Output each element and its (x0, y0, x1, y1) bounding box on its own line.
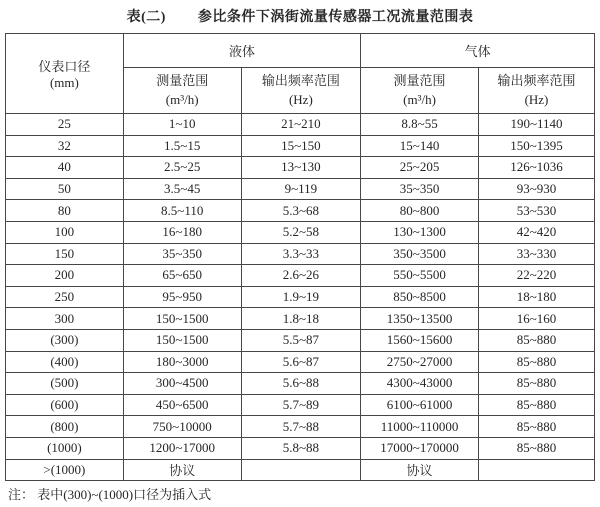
cell-gas-frequency-range: 53~530 (478, 200, 594, 222)
cell-diameter: 100 (6, 221, 124, 243)
header-liquid-frequency-label: 输出频率范围 (261, 72, 340, 88)
header-liquid-measure-range (123, 68, 241, 114)
cell-liquid-frequency-range: 5.7~88 (241, 416, 361, 438)
header-gas-group: 气体 (361, 34, 595, 68)
cell-liquid-measure-range: 16~180 (123, 221, 241, 243)
flow-range-table (5, 33, 595, 481)
header-liquid-measure-label: 测量范围 (156, 72, 209, 88)
cell-diameter: (1000) (6, 437, 124, 459)
cell-gas-measure-range: 1560~15600 (361, 329, 479, 351)
header-liquid-frequency-unit: (Hz) (288, 91, 313, 107)
table-row (6, 178, 595, 200)
cell-liquid-measure-range: 95~950 (123, 286, 241, 308)
cell-liquid-frequency-range: 9~119 (241, 178, 361, 200)
cell-liquid-frequency-range: 1.8~18 (241, 308, 361, 330)
cell-liquid-frequency-range: 5.7~89 (241, 394, 361, 416)
cell-liquid-frequency-range: 21~210 (241, 114, 361, 136)
cell-gas-measure-range: 15~140 (361, 135, 479, 157)
cell-gas-measure-range: 850~8500 (361, 286, 479, 308)
cell-gas-frequency-range: 85~880 (478, 329, 594, 351)
cell-gas-measure-range: 2750~27000 (361, 351, 479, 373)
table-row (6, 459, 595, 481)
cell-liquid-measure-range: 1~10 (123, 114, 241, 136)
cell-liquid-measure-range: 180~3000 (123, 351, 241, 373)
header-gas-frequency-label: 输出频率范围 (497, 72, 576, 88)
cell-liquid-measure-range: 65~650 (123, 265, 241, 287)
header-liquid-frequency-range (241, 68, 361, 114)
cell-liquid-frequency-range: 5.3~68 (241, 200, 361, 222)
table-title-prefix: 表(二) (126, 10, 166, 25)
cell-diameter: (400) (6, 351, 124, 373)
cell-liquid-measure-range: 35~350 (123, 243, 241, 265)
cell-gas-measure-range: 25~205 (361, 157, 479, 179)
cell-liquid-measure-range: 3.5~45 (123, 178, 241, 200)
cell-gas-measure-range: 协议 (361, 459, 479, 481)
cell-liquid-frequency-range: 5.2~58 (241, 221, 361, 243)
table-row (6, 135, 595, 157)
cell-liquid-frequency-range: 2.6~26 (241, 265, 361, 287)
cell-liquid-measure-range: 150~1500 (123, 308, 241, 330)
header-diameter-label: 仪表口径 (38, 59, 91, 74)
cell-diameter: 40 (6, 157, 124, 179)
header-gas-frequency-range (478, 68, 594, 114)
cell-gas-frequency-range: 16~160 (478, 308, 594, 330)
cell-gas-frequency-range: 150~1395 (478, 135, 594, 157)
cell-gas-measure-range: 550~5500 (361, 265, 479, 287)
header-diameter-unit: (mm) (49, 75, 79, 90)
cell-liquid-frequency-range: 5.6~87 (241, 351, 361, 373)
cell-gas-frequency-range (478, 459, 594, 481)
cell-liquid-measure-range: 8.5~110 (123, 200, 241, 222)
cell-diameter: 32 (6, 135, 124, 157)
cell-diameter: 150 (6, 243, 124, 265)
cell-gas-frequency-range: 93~930 (478, 178, 594, 200)
cell-liquid-frequency-range: 5.8~88 (241, 437, 361, 459)
cell-diameter: (800) (6, 416, 124, 438)
cell-diameter: 80 (6, 200, 124, 222)
header-gas-measure-unit: (m³/h) (403, 91, 436, 107)
cell-liquid-frequency-range (241, 459, 361, 481)
table-row (6, 265, 595, 287)
cell-liquid-frequency-range: 5.6~88 (241, 373, 361, 395)
cell-diameter: 25 (6, 114, 124, 136)
cell-diameter: (500) (6, 373, 124, 395)
cell-gas-measure-range: 17000~170000 (361, 437, 479, 459)
table-row (6, 157, 595, 179)
cell-diameter: 50 (6, 178, 124, 200)
table-row (6, 373, 595, 395)
cell-gas-measure-range: 6100~61000 (361, 394, 479, 416)
table-row (6, 286, 595, 308)
cell-liquid-measure-range: 2.5~25 (123, 157, 241, 179)
cell-diameter: >(1000) (6, 459, 124, 481)
cell-gas-measure-range: 35~350 (361, 178, 479, 200)
cell-liquid-frequency-range: 1.9~19 (241, 286, 361, 308)
table-row (6, 416, 595, 438)
cell-liquid-measure-range: 450~6500 (123, 394, 241, 416)
table-header (6, 34, 595, 114)
cell-gas-frequency-range: 85~880 (478, 437, 594, 459)
header-gas-measure-range (361, 68, 479, 114)
table-row (6, 394, 595, 416)
cell-gas-measure-range: 1350~13500 (361, 308, 479, 330)
header-gas-measure-label: 测量范围 (393, 72, 446, 88)
table-row (6, 351, 595, 373)
cell-gas-frequency-range: 33~330 (478, 243, 594, 265)
table-row (6, 221, 595, 243)
cell-gas-frequency-range: 18~180 (478, 286, 594, 308)
cell-gas-frequency-range: 190~1140 (478, 114, 594, 136)
cell-gas-frequency-range: 126~1036 (478, 157, 594, 179)
table-row (6, 308, 595, 330)
cell-gas-measure-range: 4300~43000 (361, 373, 479, 395)
cell-liquid-frequency-range: 5.5~87 (241, 329, 361, 351)
cell-gas-measure-range: 11000~110000 (361, 416, 479, 438)
cell-diameter: 200 (6, 265, 124, 287)
cell-gas-frequency-range: 42~420 (478, 221, 594, 243)
cell-liquid-measure-range: 750~10000 (123, 416, 241, 438)
cell-gas-frequency-range: 22~220 (478, 265, 594, 287)
footnote: 注： 表中(300)~(1000)口径为插入式 (8, 487, 212, 502)
table-title (0, 6, 600, 26)
cell-gas-measure-range: 80~800 (361, 200, 479, 222)
cell-diameter: (300) (6, 329, 124, 351)
header-liquid-group: 液体 (123, 34, 360, 68)
cell-liquid-frequency-range: 13~130 (241, 157, 361, 179)
table-title-text: 参比条件下涡街流量传感器工况流量范围表 (197, 10, 474, 25)
cell-gas-measure-range: 350~3500 (361, 243, 479, 265)
cell-liquid-frequency-range: 3.3~33 (241, 243, 361, 265)
table-row (6, 243, 595, 265)
cell-liquid-measure-range: 300~4500 (123, 373, 241, 395)
cell-diameter: (600) (6, 394, 124, 416)
cell-diameter: 300 (6, 308, 124, 330)
cell-gas-frequency-range: 85~880 (478, 351, 594, 373)
table-row (6, 200, 595, 222)
cell-liquid-measure-range: 1200~17000 (123, 437, 241, 459)
cell-liquid-measure-range: 1.5~15 (123, 135, 241, 157)
cell-gas-frequency-range: 85~880 (478, 416, 594, 438)
cell-gas-measure-range: 8.8~55 (361, 114, 479, 136)
header-gas-frequency-unit: (Hz) (524, 91, 549, 107)
cell-gas-frequency-range: 85~880 (478, 373, 594, 395)
header-group-row (6, 34, 595, 68)
header-diameter (6, 34, 124, 114)
table-row (6, 437, 595, 459)
cell-diameter: 250 (6, 286, 124, 308)
cell-gas-frequency-range: 85~880 (478, 394, 594, 416)
table-body (6, 114, 595, 481)
cell-gas-measure-range: 130~1300 (361, 221, 479, 243)
cell-liquid-measure-range: 协议 (123, 459, 241, 481)
cell-liquid-measure-range: 150~1500 (123, 329, 241, 351)
cell-liquid-frequency-range: 15~150 (241, 135, 361, 157)
header-liquid-measure-unit: (m³/h) (165, 91, 199, 107)
table-row (6, 329, 595, 351)
table-row (6, 114, 595, 136)
